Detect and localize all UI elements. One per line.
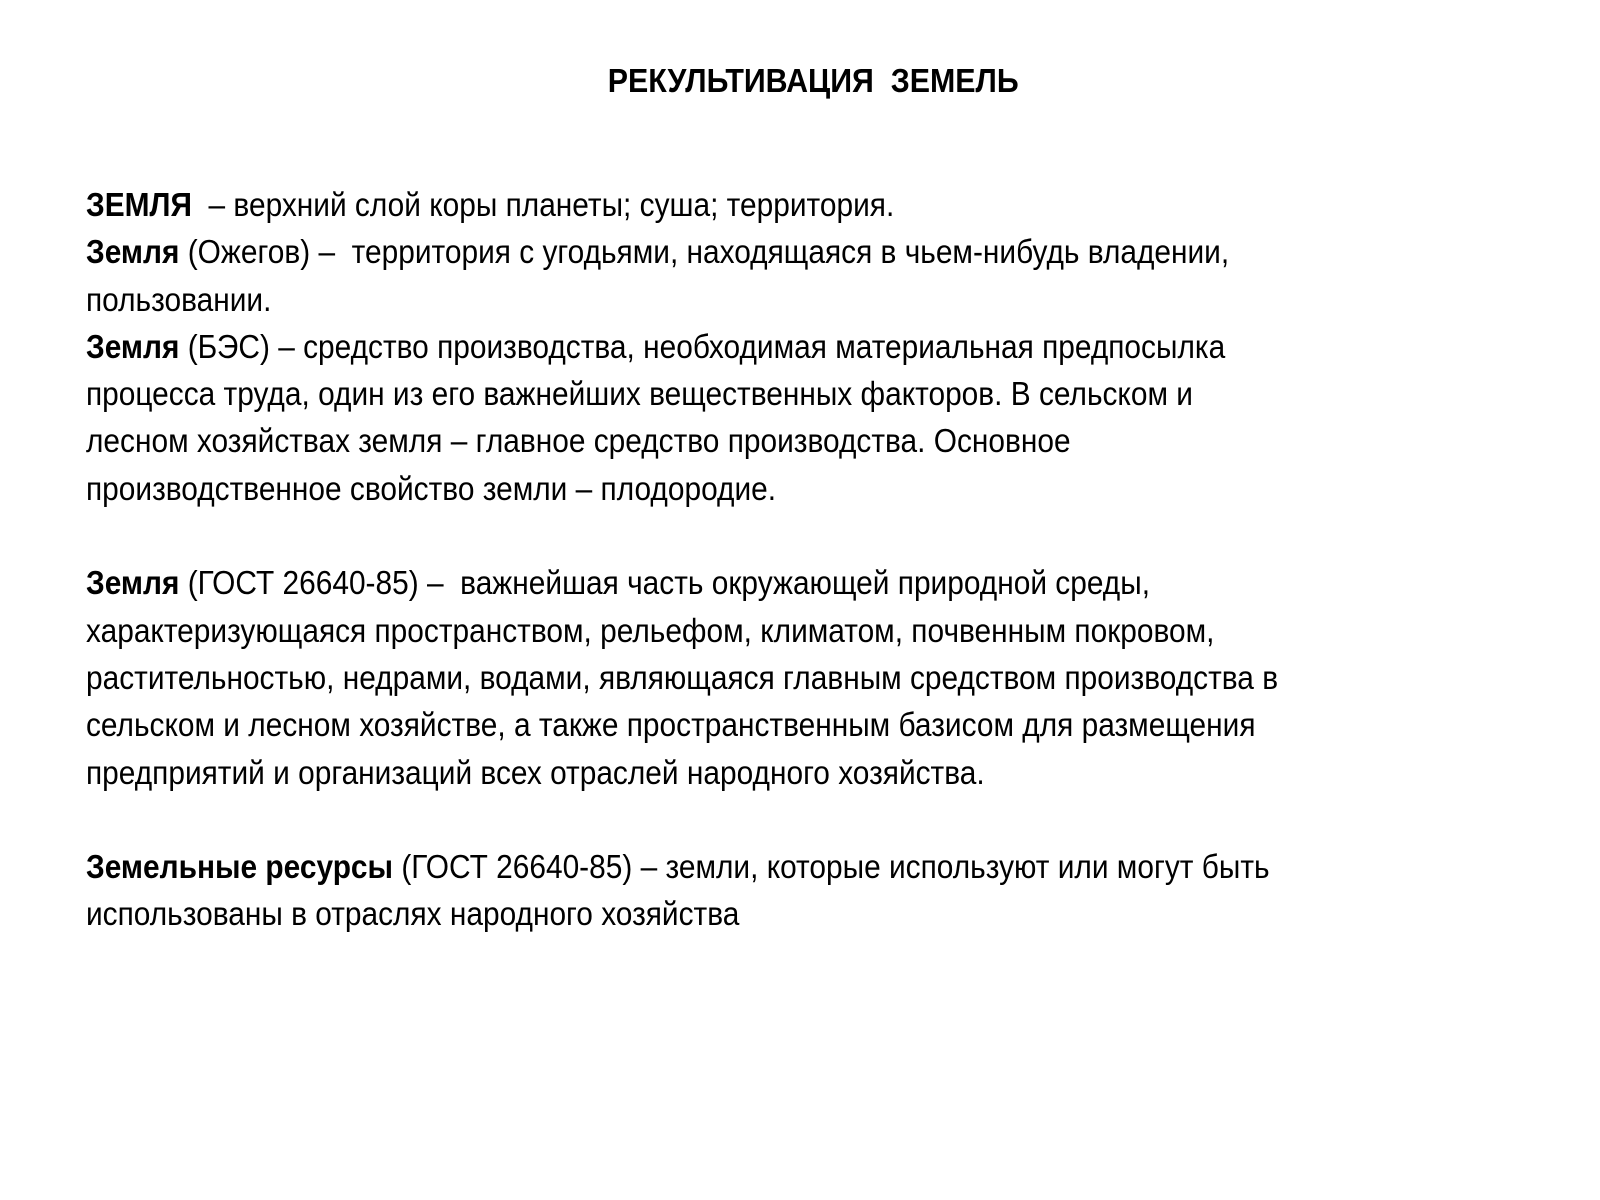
paragraph-spacer [86, 512, 1586, 559]
definition-text: (ГОСТ 26640-85) – земли, которые используют или могут быть [393, 848, 1270, 886]
definition-term: Земля [86, 564, 180, 602]
definition-text-line: производственное свойство земли – плодородие. [86, 469, 777, 507]
definition-text: – верхний слой коры планеты; суша; территория. [191, 186, 895, 223]
definition-zemlya-ozhegov [86, 228, 1444, 275]
definition-text-line: использованы в отраслях народного хозяйства [86, 895, 740, 933]
slide-title [0, 62, 1600, 100]
definition-term: Земля [86, 233, 180, 271]
definition-text: (БЭС) – средство производства, необходимая материальная предпосылка [179, 327, 1226, 365]
slide-title-text: РЕКУЛЬТИВАЦИЯ ЗЕМЕЛЬ [607, 62, 1019, 99]
definition-text: (ГОСТ 26640-85) – важнейшая часть окружающей природной среды, [179, 564, 1150, 602]
definition-text-line: характеризующаяся пространством, рельефом, климатом, почвенным покровом, [86, 611, 1215, 649]
definition-term: Земля [86, 327, 180, 365]
definition-zemlya-gost [86, 559, 1444, 606]
definition-land-resources-gost [86, 843, 1444, 890]
paragraph-spacer [86, 796, 1586, 843]
definition-text-line: лесном хозяйствах земля – главное средство производства. Основное [86, 422, 1071, 460]
definition-zemlya-bes [86, 323, 1444, 370]
definition-term: Земельные ресурсы [86, 848, 394, 886]
definition-term: ЗЕМЛЯ [86, 186, 192, 223]
definition-text-line: пользовании. [86, 280, 272, 318]
definition-text-line: растительностью, недрами, водами, являющаяся главным средством производства в [86, 658, 1279, 696]
definition-zemlya-general [86, 181, 1444, 228]
slide-body [86, 181, 1586, 938]
definition-text-line: предприятий и организаций всех отраслей народного хозяйства. [86, 753, 985, 791]
definition-text-line: процесса труда, один из его важнейших вещественных факторов. В сельском и [86, 375, 1193, 413]
definition-text: (Ожегов) – территория с угодьями, находящаяся в чьем-нибудь владении, [179, 233, 1230, 271]
definition-text-line: сельском и лесном хозяйстве, а также пространственным базисом для размещения [86, 706, 1256, 744]
